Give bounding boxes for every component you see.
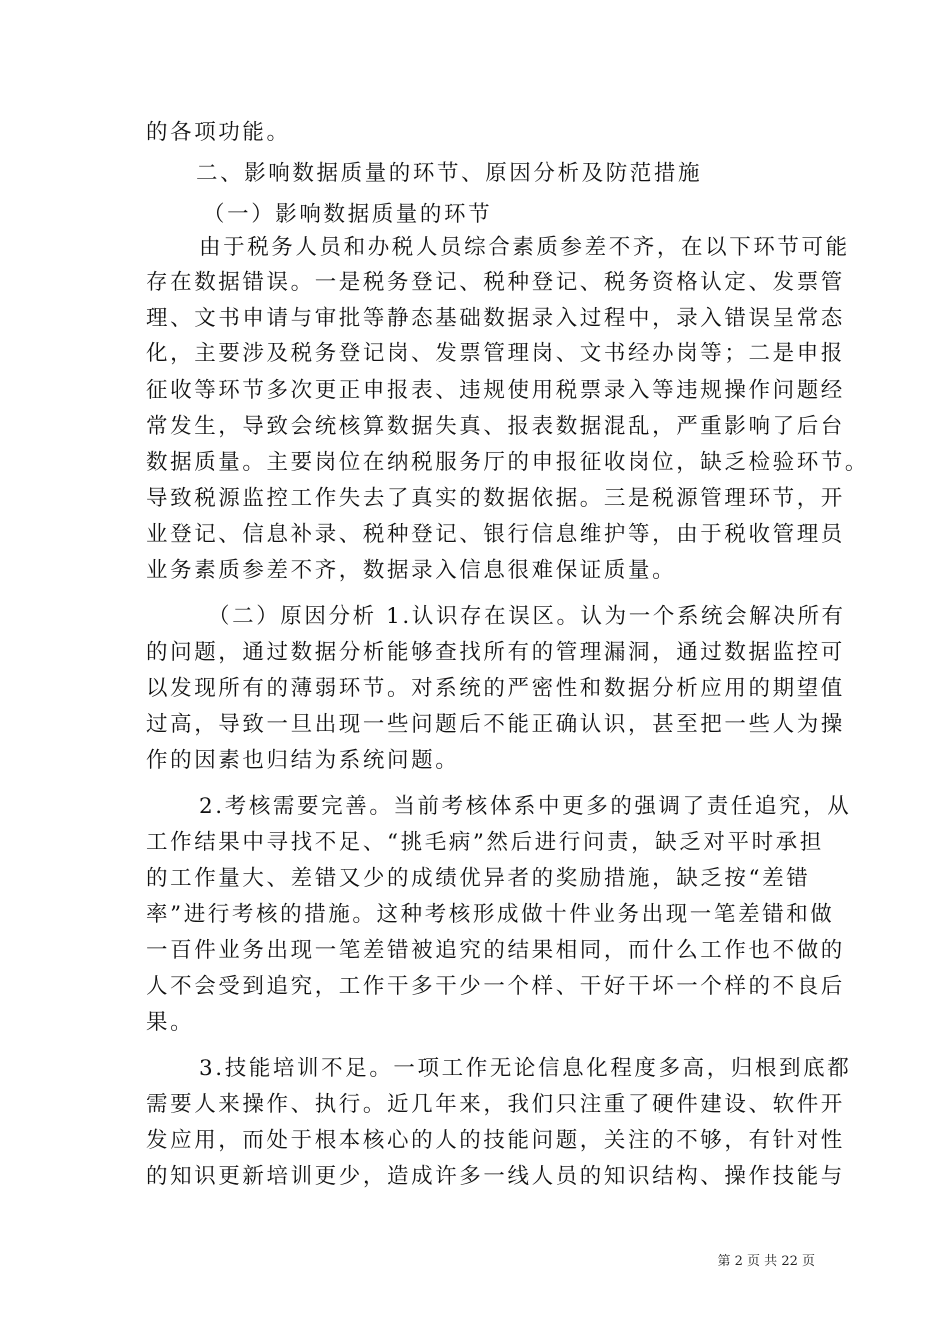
text-line: 由于税务人员和办税人员综合素质参差不齐，在以下环节可能 — [199, 235, 850, 260]
text-line: 以发现所有的薄弱环节。对系统的严密性和数据分析应用的期望值 — [146, 676, 845, 701]
text-line: 过高，导致一旦出现一些问题后不能正确认识，甚至把一些人为操 — [146, 712, 845, 737]
text-line: 常发生，导致会统核算数据失真、报表数据混乱，严重影响了后台 — [146, 414, 845, 439]
text-line: 2.考核需要完善。当前考核体系中更多的强调了责任追究，从 — [199, 794, 852, 819]
text-line: 一百件业务出现一笔差错被追究的结果相同，而什么工作也不做的 — [146, 938, 845, 963]
text-line: 的问题，通过数据分析能够查找所有的管理漏洞，通过数据监控可 — [146, 640, 845, 665]
text-line: 率”进行考核的措施。这种考核形成做十件业务出现一笔差错和做 — [146, 902, 835, 927]
page-number: 第 2 页 共 22 页 — [717, 1254, 815, 1269]
text-line: 导致税源监控工作失去了真实的数据依据。三是税源管理环节，开 — [146, 486, 845, 511]
subsection-heading: （二）原因分析 1.认识存在误区。认为一个系统会解决所有 — [208, 604, 846, 629]
text-line: 的各项功能。 — [146, 120, 291, 145]
section-heading: 二、影响数据质量的环节、原因分析及防范措施 — [196, 161, 703, 186]
text-line: 征收等环节多次更正申报表、违规使用税票录入等违规操作问题经 — [146, 378, 845, 403]
text-line: 的工作量大、差错又少的成绩优异者的奖励措施，缺乏按“差错 — [146, 866, 811, 891]
text-line: 3.技能培训不足。一项工作无论信息化程度多高，归根到底都 — [199, 1056, 852, 1081]
text-line: 业登记、信息补录、税种登记、银行信息维护等，由于税收管理员 — [146, 522, 845, 547]
text-line: 人不会受到追究，工作干多干少一个样、干好干坏一个样的不良后 — [146, 974, 845, 999]
subsection-heading: （一）影响数据质量的环节 — [203, 202, 493, 227]
text-line: 化，主要涉及税务登记岗、发票管理岗、文书经办岗等；二是申报 — [146, 341, 845, 366]
text-line: 工作结果中寻找不足、“挑毛病”然后进行问责，缺乏对平时承担 — [146, 830, 824, 855]
text-line: 理、文书申请与审批等静态基础数据录入过程中，录入错误呈常态 — [146, 306, 845, 331]
text-line: 果。 — [146, 1010, 195, 1035]
text-line: 发应用，而处于根本核心的人的技能问题，关注的不够，有针对性 — [146, 1128, 845, 1153]
text-line: 存在数据错误。一是税务登记、税种登记、税务资格认定、发票管 — [146, 270, 845, 295]
text-line: 需要人来操作、执行。近几年来，我们只注重了硬件建设、软件开 — [146, 1092, 845, 1117]
text-line: 作的因素也归结为系统问题。 — [146, 748, 460, 773]
text-line: 的知识更新培训更少，造成许多一线人员的知识结构、操作技能与 — [146, 1164, 845, 1189]
text-line: 业务素质参差不齐，数据录入信息很难保证质量。 — [146, 558, 677, 583]
text-line: 数据质量。主要岗位在纳税服务厅的申报征收岗位，缺乏检验环节。 — [146, 450, 870, 475]
